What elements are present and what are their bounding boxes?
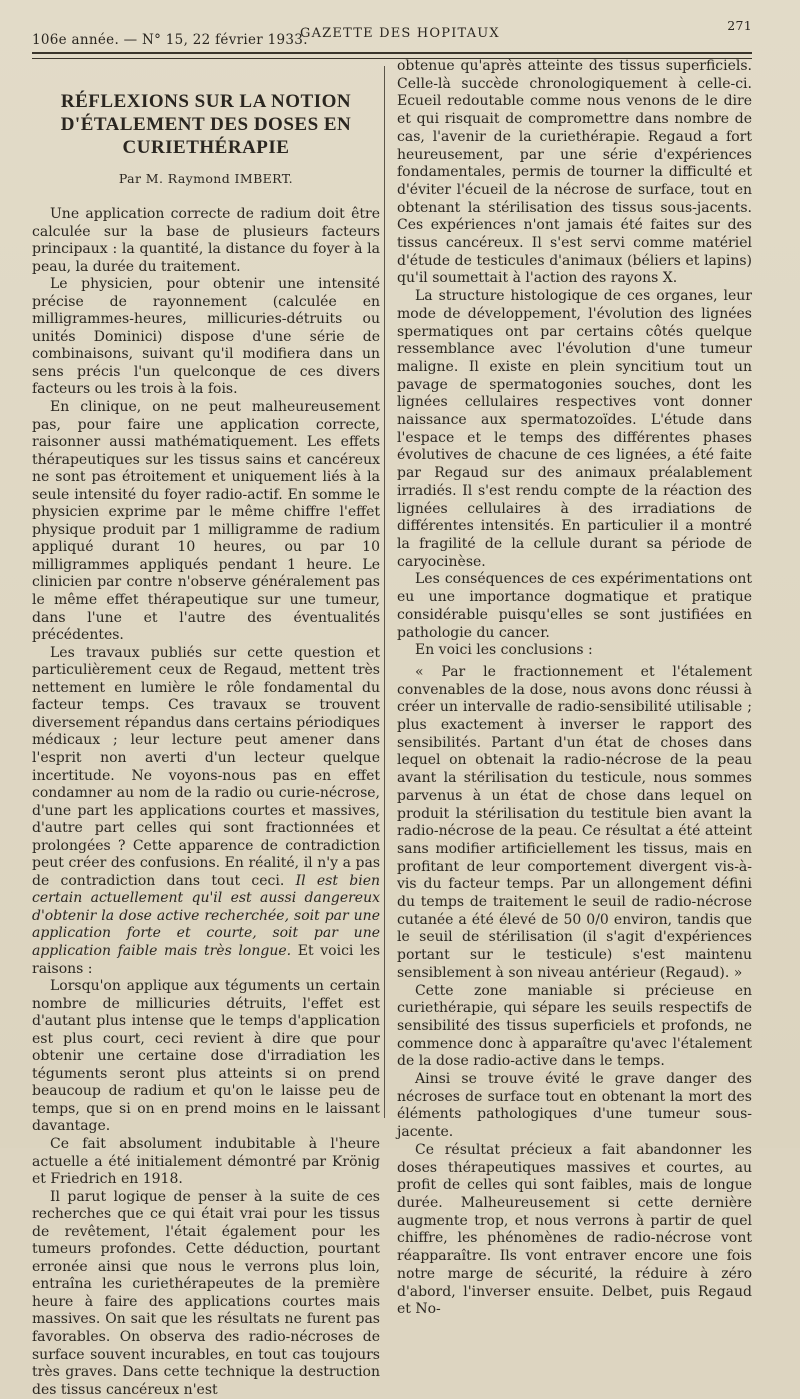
paragraph: La structure histologique de ces organes, leur mode de développement, l'évolution des lignées spermatiques ont par certains côtés quelque ressemblance avec l'évolution d'une tumeur maligne. Il existe en plein syncitium tout un pavage de spermatogonies souches, dont les lignées cellulaires respectives vont donner naissance aux spermatozoïdes. L'étude dans l'espace et le temps des différentes phases évolutives de chacune de ces lignées, a été faite par Regaud sur des animaux préalablement irradiés. Il s'est rendu compte de la réaction des lignées cellulaires à des irradiations de différentes intensités. En particulier il a montré la fragilité de la cellule durant sa période de caryocinèse.	[397, 288, 752, 570]
article-title: RÉFLEXIONS SUR LA NOTION D'ÉTALEMENT DES DOSES EN CURIETHÉRAPIE	[60, 91, 352, 158]
paragraph: Ce fait absolument indubitable à l'heure actuelle a été initialement démontré par Krönig et Friedrich en 1918.	[32, 1135, 380, 1188]
paragraph: Lorsqu'on applique aux téguments un certain nombre de millicuries détruits, l'effet est d'autant plus intense que le temps d'application est plus court, ceci revient à dire que pour obtenir une certaine dose d'irradiation les téguments seront plus atteints si on prend beaucoup de radium et qu'on le laisse peu de temps, que si on en prend moins en le laissant davantage.	[32, 978, 380, 1135]
article-byline: Par M. Raymond IMBERT.	[118, 171, 294, 186]
paragraph-text: Et voici les raisons :	[32, 942, 381, 977]
italic-passage: Il est bien certain actuellement qu'il est aussi dangereux d'obtenir la dose active recherchée, soit par une application forte et courte, soit par une application faible mais très longue.	[32, 872, 380, 959]
column-divider	[384, 66, 385, 1118]
page-number: 271	[727, 18, 752, 33]
paragraph: En clinique, on ne peut malheureusement pas, pour faire une application correcte, raisonner aussi mathématiquement. Les effets thérapeutiques sur les tissus sains et cancéreux ne sont pas étroitement et uniquement liés à la seule intensité du foyer radio-actif. En somme le physicien exprime par le même chiffre l'effet physique produit par 1 milligramme de radium appliqué durant 10 heures, ou par 10 milligrammes appliqués pendant 1 heure. Le clinicien par contre n'observe généralement pas le même effet thérapeutique sur une tumeur, dans l'une et l'autre des éventualités précédentes.	[32, 399, 380, 644]
issue-info: 106e année. — N° 15, 22 février 1933.	[32, 32, 308, 48]
running-header	[32, 18, 752, 48]
quoted-conclusion: « Par le fractionnement et l'étalement convenables de la dose, nous avons donc réussi à créer un intervalle de radio-sensibilité utilisable ; plus exactement à inverser le rapport des sensibilités. Partant d'un état de choses dans lequel on obtenait la radio-nécrose de la peau avant la stérilisation du testicule, nous sommes parvenus à un état de chose dans lequel on produit la stérilisation du testitule bien avant la radio-nécrose de la peau. Ce résultat a été atteint sans modifier artificiellement les tissus, mais en profitant de leur comportement divergent vis-à-vis du facteur temps. Par un allongement défini du temps de traitement le seuil de radio-nécrose cutanée a été élevé de 50 0/0 environ, tandis que le seuil de stérilisation (il s'agit d'expériences portant sur le testicule) s'est maintenu sensiblement à son niveau antérieur (Regaud). »	[397, 663, 752, 981]
journal-name: GAZETTE DES HOPITAUX	[300, 26, 500, 41]
right-column	[397, 58, 752, 1319]
paragraph: Le physicien, pour obtenir une intensité précise de rayonnement (calculée en milligrammes-heures, millicuries-détruits ou unités Dominici) dispose d'une série de combinaisons, suivant qu'il modifiera dans un sens précis l'un quelconque de ces divers facteurs ou les trois à la fois.	[32, 276, 380, 398]
paragraph: Ce résultat précieux a fait abandonner les doses thérapeutiques massives et courtes, au profit de celles qui sont faibles, mais de longue durée. Malheureusement si cette dernière augmente trop, et nous verrons à partir de quel chiffre, les phénomènes de radio-nécrose vont réapparaître. Ils vont entraver encore une fois notre marge de sécurité, la réduire à zéro d'abord, l'inverser ensuite. Delbet, puis Regaud et No-	[397, 1141, 752, 1318]
paragraph: Il parut logique de penser à la suite de ces recherches que ce qui était vrai pour les tissus de revêtement, l'était également pour les tumeurs profondes. Cette déduction, pourtant erronée ainsi que nous le verrons plus loin, entraîna les curiethérapeutes de la première heure à faire des applications courtes mais massives. On sait que les résultats ne furent pas favorables. On observa des radio-nécroses de surface souvent incurables, en tout cas toujours très graves. Dans cette technique la destruction des tissus cancéreux n'est	[32, 1188, 380, 1398]
paragraph-text: Les travaux publiés sur cette question et particulièrement ceux de Regaud, mettent très nettement en lumière le rôle fondamental du facteur temps. Ces travaux se trouvent diversement répandus dans certains périodiques médicaux ; leur lecture peut amener dans l'esprit non averti d'un lecteur quelque incertitude. Ne voyons-nous pas en effet condamner au nom de la radio ou curie-nécrose, d'une part les applications courtes et massives, d'autre part celles qui sont fractionnées et prolongées ? Cette apparence de contradiction peut créer des confusions. En réalité, il n'y a pas de contradiction dans tout ceci.	[32, 644, 380, 889]
paragraph: En voici les conclusions :	[415, 642, 593, 659]
paragraph: obtenue qu'après atteinte des tissus superficiels. Celle-là succède chronologiquement à celle-ci. Ecueil redoutable comme nous venons de le dire et qui risquait de compromettre dans nombre de cas, l'avenir de la curiethérapie. Regaud a fort heureusement, par une série d'expériences fondamentales, permis de tourner la difficulté et d'éviter l'écueil de la nécrose de surface, tout en obtenant la stérilisation des tissus sous-jacents. Ces expériences n'ont jamais été faites sur des tissus cancéreux. Il s'est servi comme matériel d'étude de testicules d'animaux (béliers et lapins) qu'il soumettait à l'action des rayons X.	[397, 58, 752, 287]
paragraph	[32, 645, 380, 978]
paragraph: Les conséquences de ces expérimentations ont eu une importance dogmatique et pratique considérable puisqu'elles se sont justifiées en pathologie du cancer.	[397, 571, 752, 641]
paragraph: Une application correcte de radium doit être calculée sur la base de plusieurs facteurs principaux : la quantité, la distance du foyer à la peau, la durée du traitement.	[32, 206, 380, 275]
header-rule-top	[32, 52, 752, 54]
paragraph: Cette zone maniable si précieuse en curiethérapie, qui sépare les seuils respectifs de sensibilité des tissus superficiels et profonds, ne commence donc à apparaître qu'avec l'étalement de la dose radio-active dans le temps.	[397, 982, 752, 1070]
paragraph: Ainsi se trouve évité le grave danger des nécroses de surface tout en obtenant la mort des éléments pathologiques d'une tumeur sous-jacente.	[397, 1071, 752, 1141]
left-column	[32, 76, 380, 1399]
